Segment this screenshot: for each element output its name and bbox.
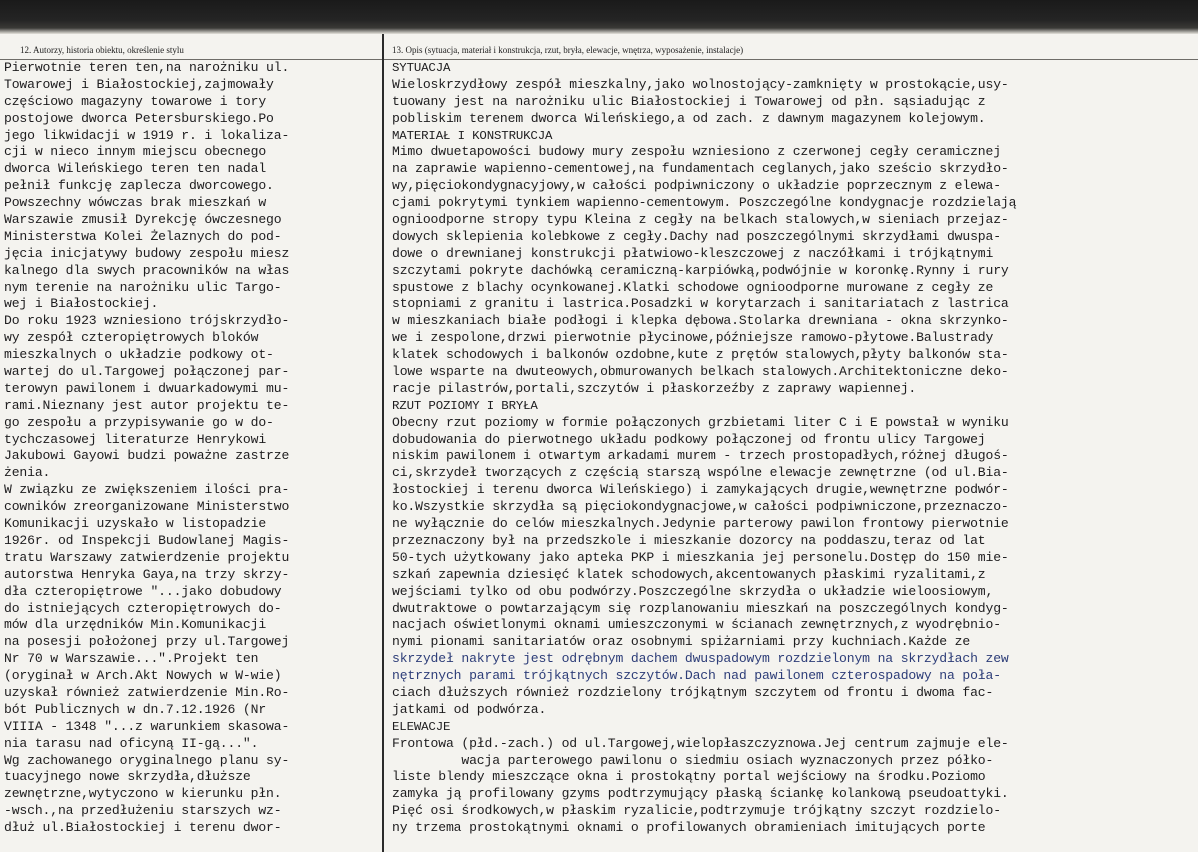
- history-text-line: cowników zreorganizowane Ministerstwo: [4, 499, 290, 515]
- description-text-line: dobudowania do pierwotnego układu podkowy połączonej od frontu ulicy Targowej: [392, 431, 986, 447]
- description-text-line: pobliskim terenem dworca Wileńskiego,a od zach. z dawnym magazynem kolejowym.: [392, 110, 986, 126]
- history-text-line: do istniejących czteropiętrowych do-: [4, 600, 282, 616]
- description-text-line: ciach dłuższych również rozdzielony trójkątnym szczytem od frontu i dwoma fac-: [392, 684, 994, 700]
- section-subheading: MATERIAŁ I KONSTRUKCJA: [392, 128, 553, 143]
- description-text-line: 50-tych użytkowany jako apteka PKP i mieszkania jej personelu.Dostęp do 150 mie-: [392, 549, 1009, 565]
- description-text-line: cjami pokrytymi tynkiem wapienno-cementowym. Poszczególne kondygnacje rozdzielają: [392, 195, 1017, 211]
- description-text-line: klatek schodowych i balkonów ozdobne,kute z prętów stalowych,płyty balkonów sta-: [392, 347, 1009, 363]
- description-text-line: Pięć osi środkowych,w płaskim ryzalicie,podtrzymuje trójkątny szczyt rozdzielo-: [392, 803, 1001, 819]
- section-13-heading: 13. Opis (sytuacja, materiał i konstrukcja, rzut, bryła, elewacje, wnętrza, wyposażenie, instalacje): [392, 45, 744, 55]
- history-text-line: cji w nieco innym miejscu obecnego: [4, 144, 267, 160]
- description-text-line: spustowe z blachy ocynkowanej.Klatki schodowe ognioodporne murowane z cegły ze: [392, 279, 994, 295]
- history-text-line: dworca Wileńskiego teren ten nadal: [4, 161, 267, 177]
- description-text-line: dowe o drewnianej konstrukcji płatwiowo-kleszczowej z naczółkami i trójkątnymi: [392, 245, 994, 261]
- description-text-line: wejściami tylko od obu podwórzy.Poszczególne skrzydła o układzie wieloosiowym,: [392, 583, 994, 599]
- history-text-line: wartej do ul.Targowej połączonej par-: [4, 364, 290, 380]
- history-text-line: żenia.: [4, 465, 51, 481]
- history-text-line: Pierwotnie teren ten,na narożniku ul.: [4, 60, 290, 75]
- description-text-line: Wieloskrzydłowy zespół mieszkalny,jako wolnostojący-zamknięty w prostokącie,usy-: [392, 76, 1009, 92]
- description-text-line: nymi pionami sanitariatów oraz osobnymi spiżarniami przy kuchniach.Każde ze: [392, 634, 971, 650]
- history-text-line: tychczasowej literaturze Henrykowi: [4, 431, 267, 447]
- description-text-line: nętrznych parami trójkątnych szczytów.Dach nad pawilonem czterospadowy na poła-: [392, 668, 1001, 684]
- description-text-line: Obecny rzut poziomy w formie połączonych grzbietami liter C i E powstał w wyniku: [392, 414, 1009, 430]
- description-text-line: niskim pawilonem i otwartym arkadami murem - trzech prostopadłych,różnej długoś-: [392, 448, 1009, 464]
- history-text-line: (oryginał w Arch.Akt Nowych w W-wie): [4, 668, 282, 684]
- section-12-heading: 12. Autorzy, historia obiektu, określenie stylu: [20, 45, 184, 55]
- history-text-line: Wg zachowanego oryginalnego planu sy-: [4, 752, 290, 768]
- history-text-line: -wsch.,na przedłużeniu starszych wz-: [4, 803, 282, 819]
- history-text-line: Powszechny wówczas brak mieszkań w: [4, 195, 267, 211]
- description-text-line: racje pilastrów,portali,szczytów i płaskorzeźby z zaprawy wapiennej.: [392, 380, 917, 396]
- history-text-line: bót Publicznych w dn.7.12.1926 (Nr: [4, 701, 267, 717]
- description-text-line: szkań zapewnia dziesięć klatek schodowych,akcentowanych płaskimi ryzalitami,z: [392, 566, 986, 582]
- description-text-line: jatkami od podwórza.: [392, 701, 547, 717]
- history-text-line: kalnego dla swych pracowników na włas: [4, 262, 290, 278]
- description-text-line: liste blendy mieszczące okna i prostokątny portal wejściowy na środku.Poziomo: [392, 769, 986, 785]
- history-text-line: Nr 70 w Warszawie...".Projekt ten: [4, 651, 259, 667]
- description-text-line: wacja parterowego pawilonu o siedmiu osiach wyznaczonych przez półko-: [392, 752, 994, 768]
- description-text-line: Mimo dwuetapowości budowy mury zespołu wzniesiono z czerwonej cegły ceramicznej: [392, 144, 1001, 160]
- history-text-line: autorstwa Henryka Gaya,na trzy skrzy-: [4, 566, 290, 582]
- history-text-line: VIIIA - 1348 "...z warunkiem skasowa-: [4, 718, 290, 734]
- history-text-line: dłuż ul.Białostockiej i terenu dwor-: [4, 820, 282, 836]
- history-text-line: rami.Nieznany jest autor projektu te-: [4, 397, 290, 413]
- history-text-line: jęcia inicjatywy budowy zespołu miesz: [4, 245, 290, 261]
- scan-edge: [0, 0, 1198, 34]
- history-text-line: Komunikacji uzyskało w listopadzie: [4, 516, 267, 532]
- history-text-line: Ministerstwa Kolei Żelaznych do pod-: [4, 228, 282, 244]
- description-text-line: dwutraktowe o powtarzającym się rozplanowaniu mieszkań na poszczególnych kondyg-: [392, 600, 1009, 616]
- history-text-line: tratu Warszawy zatwierdzenie projektu: [4, 549, 290, 565]
- description-text-line: szczytami pokryte dachówką ceramiczną-karpiówką,podwójnie w koronkę.Rynny i rury: [392, 262, 1009, 278]
- history-text-line: Do roku 1923 wzniesiono trójskrzydło-: [4, 313, 290, 329]
- description-text-column: [392, 60, 1198, 837]
- section-subheading: SYTUACJA: [392, 61, 451, 75]
- history-text-line: pełnił funkcję zaplecza dworcowego.: [4, 178, 274, 194]
- history-text-line: zewnętrzne,wytyczono w kierunku płn.: [4, 786, 282, 802]
- history-text-line: mieszkalnych o układzie podkowy ot-: [4, 347, 274, 363]
- history-text-line: Warszawie zmusił Dyrekcję ówczesnego: [4, 212, 282, 228]
- column-divider: [382, 34, 384, 852]
- description-text-line: zamyka ją profilowany gzyms podtrzymujący płaską ściankę kolankową pseudoattyki.: [392, 786, 1009, 802]
- description-text-line: nacjach oświetlonymi oknami umieszczonymi w ścianach zewnętrznych,z wyodrębnio-: [392, 617, 1001, 633]
- history-text-line: postojowe dworca Petersburskiego.Po: [4, 110, 274, 126]
- history-text-line: W związku ze zwiększeniem ilości pra-: [4, 482, 290, 498]
- description-text-line: ci,skrzydeł tworzących z częścią starszą wspólne elewacje zewnętrzne (od ul.Bia-: [392, 465, 1009, 481]
- history-text-line: terowyn pawilonem i dwuarkadowymi mu-: [4, 380, 290, 396]
- description-text-line: ognioodporne stropy typu Kleina z cegły na belkach stalowych,w sieniach przejaz-: [392, 212, 1009, 228]
- description-text-line: przeznaczony był na przedszkole i mieszkanie dozorcy na poddaszu,teraz od lat: [392, 532, 986, 548]
- description-text-line: na zaprawie wapienno-cementowej,na fundamentach ceglanych,jako sześcio skrzydło-: [392, 161, 1009, 177]
- description-text-line: ne wyłącznie do celów mieszkalnych.Jedynie parterowy pawilon frontowy pierwotnie: [392, 516, 1009, 532]
- history-text-line: uzyskał również zatwierdzenie Min.Ro-: [4, 684, 290, 700]
- history-text-line: Towarowej i Białostockiej,zajmowały: [4, 76, 274, 92]
- history-text-line: dła czteropiętrowe "...jako dobudowy: [4, 583, 282, 599]
- description-text-line: we i zespolone,drzwi pierwotnie płycinowe,późniejsze ramowo-płytowe.Balustrady: [392, 330, 994, 346]
- history-text-line: wej i Białostockiej.: [4, 296, 159, 312]
- history-text-line: nym terenie na narożniku ulic Targo-: [4, 279, 282, 295]
- history-text-line: mów dla urzędników Min.Komunikacji: [4, 617, 267, 633]
- history-text-line: 1926r. od Inspekcji Budowlanej Magis-: [4, 532, 290, 548]
- history-text-line: Jakubowi Gayowi budzi poważne zastrze: [4, 448, 290, 464]
- section-subheading: ELEWACJE: [392, 719, 451, 734]
- description-text-line: lowe wsparte na dwuteowych,obmurowanych belkach stalowych.Architektoniczne deko-: [392, 364, 1009, 380]
- history-text-line: jego likwidacji w 1919 r. i lokaliza-: [4, 127, 290, 143]
- description-text-line: łostockiej i terenu dworca Wileńskiego) i zamykających drugie,wewnętrzne podwór-: [392, 482, 1009, 498]
- description-text-line: tuowany jest na narożniku ulic Białostockiej i Towarowej od płn. sąsiadując z: [392, 93, 986, 109]
- history-text-line: częściowo magazyny towarowe i tory: [4, 93, 267, 109]
- history-text-line: nia tarasu nad oficyną II-gą...".: [4, 735, 259, 751]
- history-text-line: tuacyjnego nowe skrzydła,dłuższe: [4, 769, 251, 785]
- history-text-line: na posesji położonej przy ul.Targowej: [4, 634, 290, 650]
- description-text-line: stopniami z granitu i lastrica.Posadzki w korytarzach i sanitariatach z lastrica: [392, 296, 1009, 312]
- history-text-column: [4, 60, 380, 837]
- description-text-line: wy,pięciokondygnacyjowy,w całości podpiwniczony o układzie poprzecznym z elewa-: [392, 178, 1001, 194]
- section-subheading: RZUT POZIOMY I BRYŁA: [392, 398, 538, 413]
- description-text-line: Frontowa (płd.-zach.) od ul.Targowej,wielopłaszczyznowa.Jej centrum zajmuje ele-: [392, 735, 1009, 751]
- description-text-line: dowych sklepienia kolebkowe z cegły.Dachy nad poszczególnymi skrzydłami dwuspa-: [392, 228, 1001, 244]
- history-text-line: go zespołu a przypisywanie go w do-: [4, 414, 274, 430]
- description-text-line: w mieszkaniach białe podłogi i klepka dębowa.Stolarka drewniana - okna skrzynko-: [392, 313, 1009, 329]
- description-text-line: skrzydeł nakryte jest odrębnym dachem dwuspadowym rozdzielonym na skrzydłach zew: [392, 651, 1009, 667]
- description-text-line: ko.Wszystkie skrzydła są pięciokondygnacjowe,w całości podpiwniczone,przeznaczo-: [392, 499, 1009, 515]
- history-text-line: wy zespół czteropiętrowych bloków: [4, 330, 259, 346]
- description-text-line: ny trzema prostokątnymi oknami o profilowanych obramieniach imitujących porte: [392, 820, 986, 836]
